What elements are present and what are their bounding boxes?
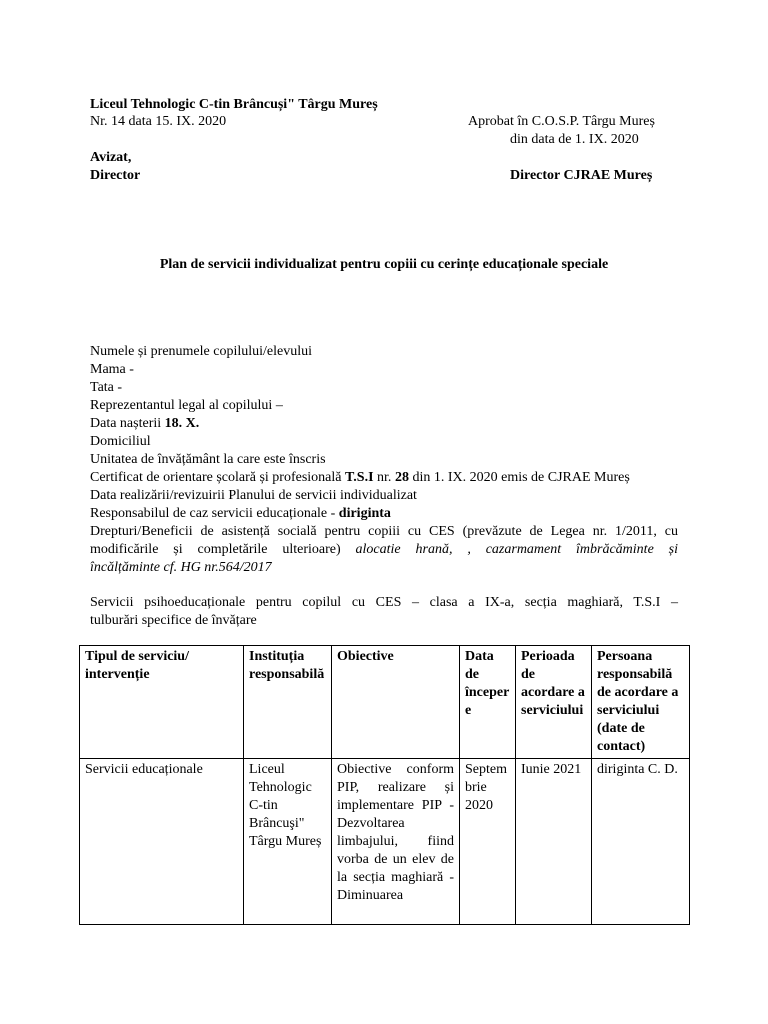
table-row [80, 759, 690, 925]
rights-line-3 [90, 559, 678, 577]
case-manager-field [90, 505, 391, 523]
birth-date-label: Data nașterii [90, 416, 165, 431]
rights-line-2-italic: alocatie hrană, , cazarmament îmbrăcăminte și [355, 542, 678, 557]
legal-rep-field: Reprezentantul legal al copilului – [90, 398, 283, 413]
certificate-prefix: Certificat de orientare școlară și profesională [90, 470, 345, 485]
cell-service-type: Servicii educaționale [80, 759, 244, 925]
header-institution: Instituția responsabilă [244, 646, 332, 759]
header-service-type: Tipul de serviciu/ intervenție [80, 646, 244, 759]
certificate-number: 28 [394, 470, 409, 485]
certificate-suffix: din 1. IX. 2020 emis de CJRAE Mureș [408, 470, 630, 485]
director-left: Director [90, 168, 141, 183]
rights-line-1: Drepturi/Beneficii de asistență socială pentru copiii cu CES (prevăzute de Legea nr. 1/2011, cu [90, 524, 678, 539]
rights-line-2 [90, 541, 678, 559]
father-field: Tata - [90, 380, 123, 395]
school-name: Liceul Tehnologic C-tin Brâncuși" Târgu Mureș [90, 97, 378, 112]
cell-responsible-person: diriginta C. D. [592, 759, 690, 925]
header-period: Perioada de acordare a serviciului [516, 646, 592, 759]
cell-period: Iunie 2021 [516, 759, 592, 925]
case-manager-value: diriginta [338, 506, 391, 521]
rights-line-3-italic: încălțăminte cf. HG nr.564/2017 [90, 560, 272, 575]
registration-number: Nr. 14 data 15. IX. 2020 [90, 114, 227, 129]
rights-line-2-normal: modificările și completările ulterioare) [90, 542, 356, 557]
mother-field: Mama - [90, 362, 134, 377]
birth-date-field [90, 415, 199, 433]
cell-start-date: Septembrie 2020 [460, 759, 516, 925]
director-right: Director CJRAE Mureș [510, 168, 653, 183]
case-manager-label: Responsabilul de caz servicii educaționale - [90, 506, 339, 521]
cell-objectives: Obiective conform PIP, realizare și implementare PIP -Dezvoltarea limbajului, fiind vorba de un elev de la secția maghiară -Diminuarea [332, 759, 460, 925]
approval-text: Aprobat în C.O.S.P. Târgu Mureș [468, 114, 655, 129]
services-intro-line-2: tulburări specifice de învățare [90, 613, 257, 628]
certificate-nr-label: nr. [373, 470, 395, 485]
services-intro-line-1: Servicii psihoeducaționale pentru copilul cu CES – clasa a IX-a, secția maghiară, T.S.I – [90, 595, 678, 610]
header-objectives: Obiective [332, 646, 460, 759]
table-header-row [80, 646, 690, 759]
document-title: Plan de servicii individualizat pentru copiii cu cerințe educaționale speciale [159, 257, 609, 272]
avizat-label: Avizat, [90, 150, 132, 165]
services-table [79, 645, 690, 925]
cell-institution: Liceul Tehnologic C-tin Brâncuşi" Târgu Mureș [244, 759, 332, 925]
domicile-field: Domiciliul [90, 434, 151, 449]
school-unit-field: Unitatea de învățământ la care este înscris [90, 452, 326, 467]
certificate-field [90, 469, 630, 487]
approval-date: din data de 1. IX. 2020 [510, 132, 639, 147]
birth-date-value: 18. X. [164, 416, 200, 431]
certificate-tsi: T.S.I [345, 470, 374, 485]
header-start-date: Data de începere [460, 646, 516, 759]
header-responsible-person: Persoana responsabilă de acordare a serviciului (date de contact) [592, 646, 690, 759]
plan-date-field: Data realizării/revizuirii Planului de servicii individualizat [90, 488, 417, 503]
child-name-field: Numele și prenumele copilului/elevului [90, 344, 312, 359]
